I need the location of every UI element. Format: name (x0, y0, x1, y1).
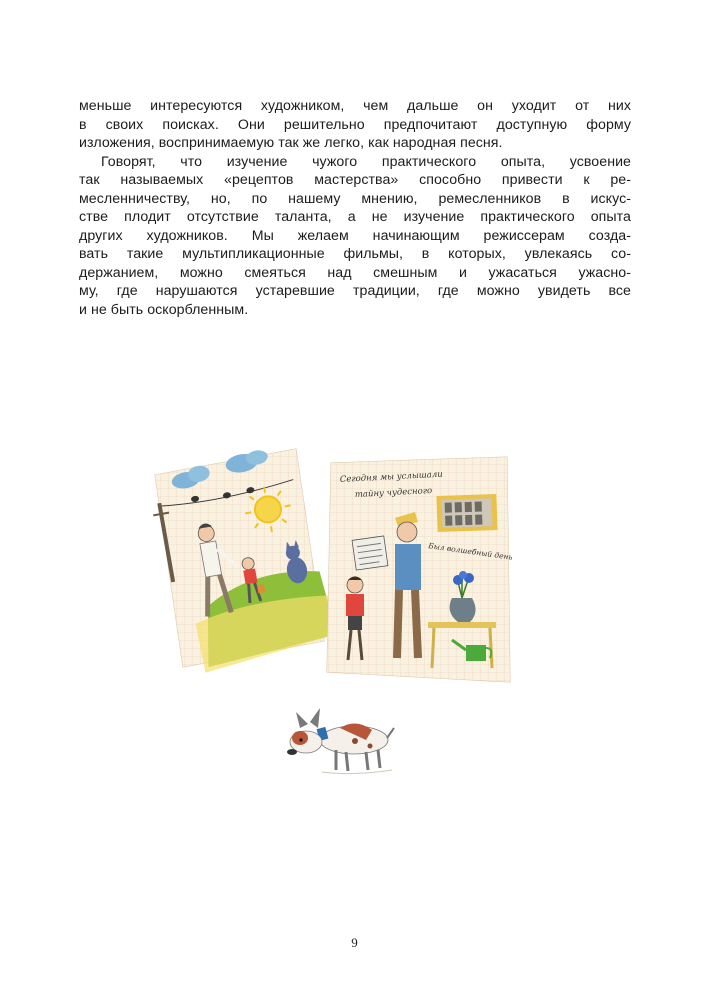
text-line-11: му, где нарушаются устаревшие традиции, где можно увидеть все (79, 283, 631, 299)
caption-top-line2: тайну чудесного (354, 485, 433, 500)
text-line-6: месленничеству, но, по нашему мнению, ремесленников в искус- (79, 190, 631, 207)
text-line-8: других художников. Мы желаем начинающим режиссерам созда- (79, 227, 631, 244)
caption-side: Был волшебный день (427, 541, 514, 562)
text-line-9: вать такие мультипликационные фильмы, в которых, увлекаясь со- (79, 246, 631, 262)
wall-frame (436, 494, 497, 532)
text-line-3: изложения, воспринимаемую так же легко, как народная песня. (79, 135, 503, 151)
text-line-2: в своих поисках. Они решительно предпочитают доступную форму (79, 116, 631, 133)
text-line-12: и не быть оскорбленным. (79, 301, 249, 318)
right-drawing (327, 457, 513, 682)
caption-top-line1: Сегодня мы услышали (339, 469, 443, 485)
text-line-7: стве плодит отсутствие таланта, а не изучение практического опыта (79, 209, 631, 225)
text-line-1: меньше интересуются художником, чем дальше он уходит от них (79, 98, 631, 114)
dog-illustration (287, 708, 394, 774)
page-number: 9 (351, 935, 358, 950)
text-line-5: так называемых «рецептов мастерства» способно привести к ре- (79, 172, 631, 188)
left-drawing (145, 442, 339, 677)
text-line-4: Говорят, что изучение чужого практического опыта, усвоение (101, 153, 631, 170)
text-line-10: держанием, можно смеяться над смешным и ужасаться ужасно- (79, 264, 631, 281)
